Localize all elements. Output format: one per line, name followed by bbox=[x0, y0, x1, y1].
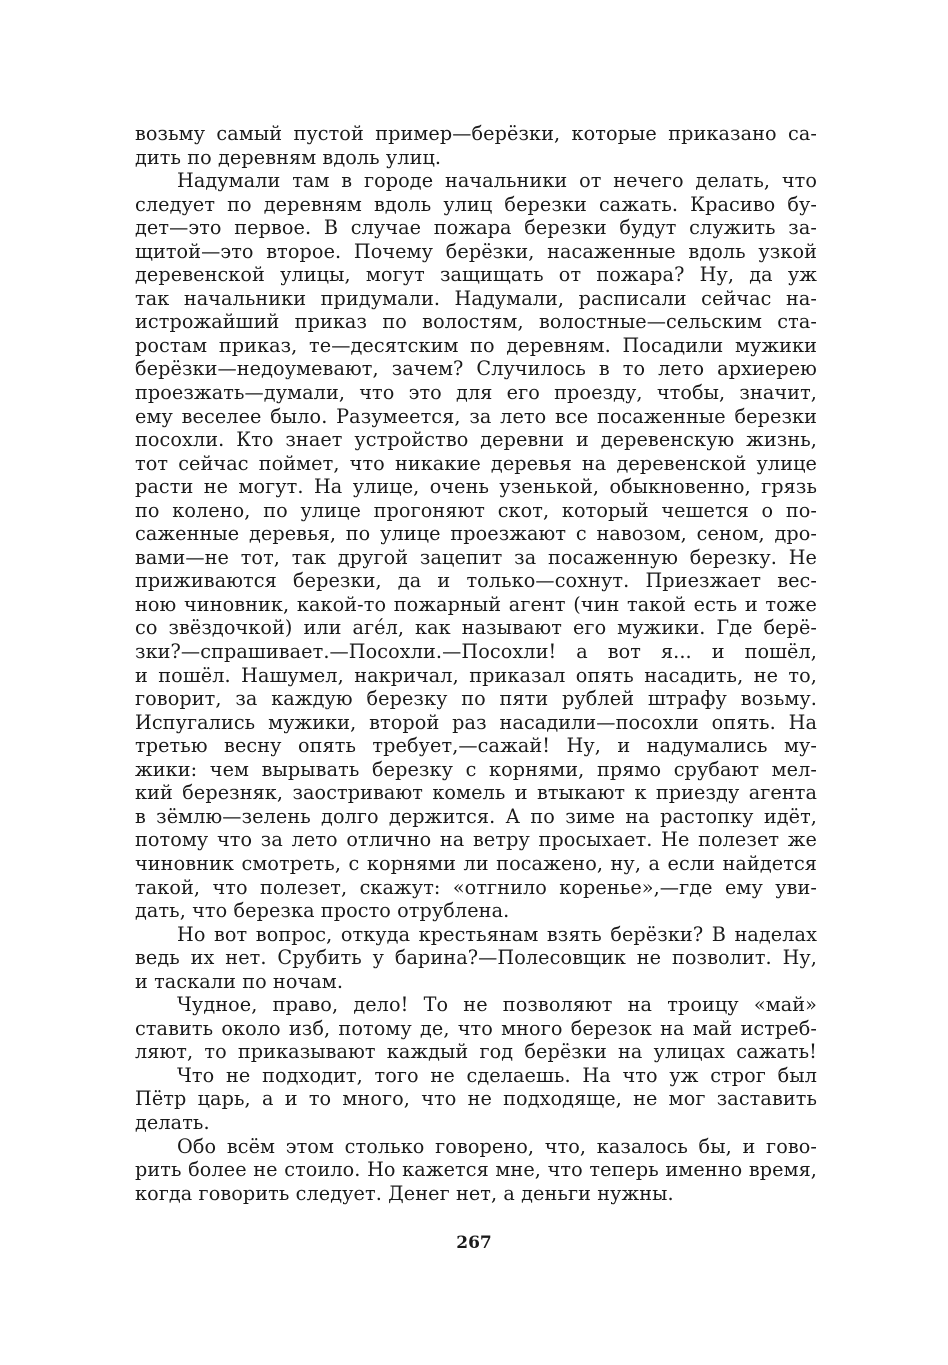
page-number: 267 bbox=[456, 1233, 492, 1253]
text-line: Но вот вопрос, откуда крестьянам взять берёзки? В наделах bbox=[177, 922, 817, 946]
text-line: говорит, за каждую березку по пяти рублей штрафу возьму. bbox=[135, 687, 817, 711]
text-line: Что не подходит, того не сделаешь. На что уж строг был bbox=[177, 1063, 817, 1087]
text-line: и таскали по ночам. bbox=[135, 969, 344, 993]
text-line: Надумали там в городе начальники от нечего делать, что bbox=[177, 169, 817, 193]
text-line: по колено, по улице прогоняют скот, который чешется о по- bbox=[135, 498, 817, 522]
text-line: расти не могут. На улице, очень узенькой, обыкновенно, грязь bbox=[135, 475, 817, 499]
text-line: деревенской улицы, могут защищать от пожара? Ну, да уж bbox=[135, 263, 817, 287]
text-line: ведь их нет. Срубить у барина?—Полесовщик не позволит. Ну, bbox=[135, 946, 817, 970]
text-line: ною чиновник, какой-то пожарный агент (чин такой есть и тоже bbox=[135, 592, 817, 616]
text-line: и пошёл. Нашумел, накричал, приказал опять насадить, не то, bbox=[135, 663, 817, 687]
text-line: зки?—спрашивает.—Посохли.—Посохли! а вот я... и пошёл, bbox=[135, 640, 817, 664]
text-line: саженные деревья, по улице проезжают с навозом, сеном, дро- bbox=[135, 522, 817, 546]
text-line: в зёмлю—зелень долго держится. А по зиме на растопку идёт, bbox=[135, 804, 817, 828]
text-line: со звёздочкой) или агéл, как называют его мужики. Где берё- bbox=[135, 616, 817, 640]
text-line: Испугались мужики, второй раз насадили—посохли опять. На bbox=[135, 710, 817, 734]
text-line: приживаются березки, да и только—сохнут. Приезжает вес- bbox=[135, 569, 817, 593]
text-line: вами—не тот, так другой зацепит за посаженную березку. Не bbox=[135, 545, 817, 569]
text-line: такой, что полезет, скажут: «отгнило коренье»,—где ему уви- bbox=[135, 875, 817, 899]
text-line: дет—это первое. В случае пожара березки будут служить за- bbox=[135, 216, 817, 240]
text-line: тот сейчас поймет, что никакие деревья на деревенской улице bbox=[135, 451, 817, 475]
text-line: Пётр царь, а и то много, что не подходяще, не мог заставить bbox=[135, 1087, 817, 1111]
text-line: ростам приказ, те—десятским по деревням. Посадили мужики bbox=[135, 333, 817, 357]
text-line: кий березняк, заостривают комель и втыкают к приезду агента bbox=[135, 781, 817, 805]
text-line: Чудное, право, дело! То не позволяют на троицу «май» bbox=[177, 993, 817, 1017]
text-line: потому что за лето отлично на ветру просыхает. Не полезет же bbox=[135, 828, 817, 852]
text-line: когда говорить следует. Денег нет, а деньги нужны. bbox=[135, 1181, 674, 1205]
text-line: ему веселее было. Разумеется, за лето все посаженные березки bbox=[135, 404, 817, 428]
text-line: дить по деревням вдоль улиц. bbox=[135, 145, 442, 169]
text-line: следует по деревням вдоль улиц березки сажать. Красиво бу- bbox=[135, 192, 817, 216]
text-line: щитой—это второе. Почему берёзки, насаженные вдоль узкой bbox=[135, 239, 817, 263]
text-line: Обо всём этом столько говорено, что, казалось бы, и гово- bbox=[177, 1134, 817, 1158]
text-line: жики: чем вырывать березку с корнями, прямо срубают мел- bbox=[135, 757, 817, 781]
text-line: ляют, то приказывают каждый год берёзки на улицах сажать! bbox=[135, 1040, 817, 1064]
page-body bbox=[135, 122, 817, 1205]
text-line: третью весну опять требует,—сажай! Ну, и надумались му- bbox=[135, 734, 817, 758]
text-line: посохли. Кто знает устройство деревни и деревенскую жизнь, bbox=[135, 428, 817, 452]
text-line: чиновник смотреть, с корнями ли посажено, ну, а если найдется bbox=[135, 851, 817, 875]
text-line: дать, что березка просто отрублена. bbox=[135, 899, 510, 923]
text-line: проезжать—думали, что это для его проезду, чтобы, значит, bbox=[135, 381, 817, 405]
text-line: так начальники придумали. Надумали, расписали сейчас на- bbox=[135, 286, 817, 310]
text-line: истрожайший приказ по волостям, волостные—сельским ста- bbox=[135, 310, 817, 334]
text-line: берёзки—недоумевают, зачем? Случилось в то лето архиерею bbox=[135, 357, 817, 381]
text-line: возьму самый пустой пример—берёзки, которые приказано са- bbox=[135, 122, 817, 145]
text-line: ставить около изб, потому де, что много березок на май истреб- bbox=[135, 1016, 817, 1040]
text-line: рить более не стоило. Но кажется мне, что теперь именно время, bbox=[135, 1158, 817, 1182]
text-line: делать. bbox=[135, 1110, 210, 1134]
